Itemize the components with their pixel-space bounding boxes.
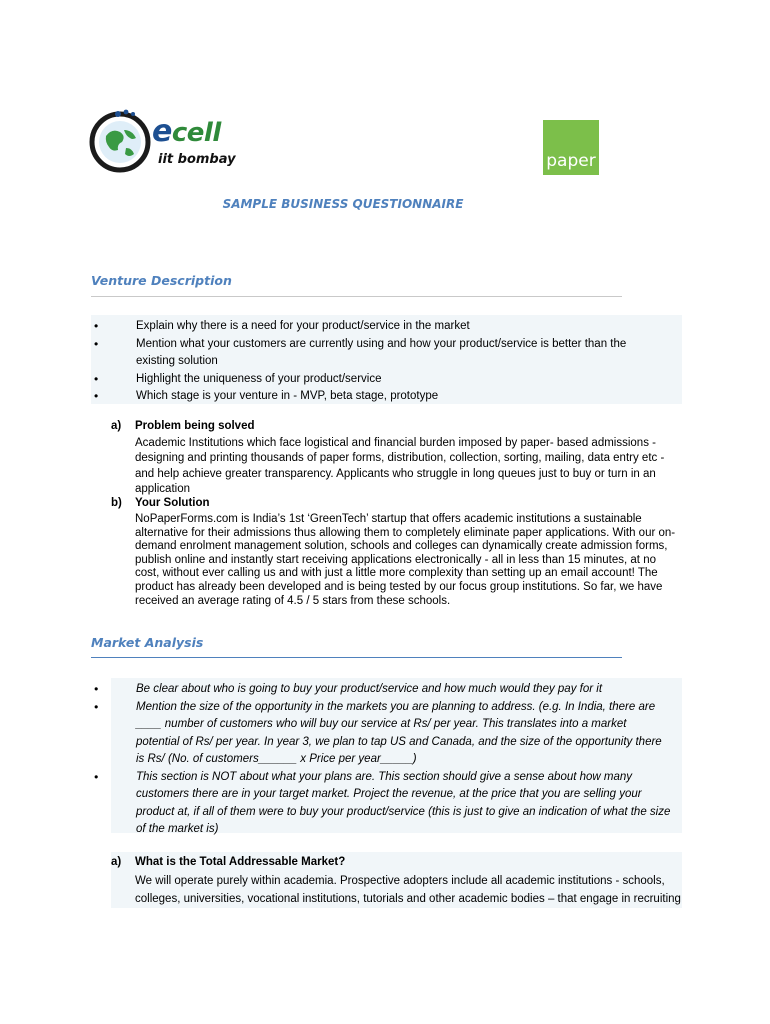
item-title: Problem being solved [135,420,255,432]
item-title: What is the Total Addressable Market? [135,856,346,868]
market-bullets-box [111,678,682,833]
section-divider [91,296,622,297]
section-heading-market: Market Analysis [91,635,204,650]
section-heading-venture: Venture Description [91,273,232,288]
section-divider [91,657,622,658]
item-label: a) [111,856,122,868]
list-item: • This section is NOT about what your plans are. This section should give a sense about how many customers there are in your target market. Project the revenue, at the price that you are selling your product at, if all of them were to buy your product/service (this is just to give an indication of what the size of the market is) [91,769,673,839]
list-item: • Which stage is your venture in - MVP, beta stage, prototype [91,388,666,406]
ecell-logo-text: cell [171,118,221,148]
paper-logo-text: paper [546,151,596,171]
list-item: • Highlight the uniqueness of your product/service [91,371,666,389]
ecell-subtitle: iit bombay [158,152,236,167]
paper-logo [543,120,599,175]
venture-bullet-list [91,318,666,406]
market-bullet-list [91,681,673,839]
item-text: Academic Institutions which face logistical and financial burden imposed by paper- based admissions - designing and printing thousands of paper forms, distribution, collection, sorting, mailing, data entry etc - and help achieve greater transparency. Applicants who struggle in long queues just to buy or turn in an application [135,437,665,495]
list-item: • Mention what your customers are currently using and how your product/service is better than the existing solution [91,336,666,371]
globe-icon [88,108,158,174]
page-title: SAMPLE BUSINESS QUESTIONNAIRE [222,197,464,211]
item-label: a) [111,420,122,432]
venture-bullets-box [91,315,682,404]
list-item: • Mention the size of the opportunity in the markets you are planning to address. (e.g. In India, there are ____ number of customers who will buy our service at Rs/ per year. This translates into a market potential of Rs/ per year. In year 3, we plan to tap US and Canada, and the size of the opportunity there is Rs/ (No. of customers______ x Price per year_____) [91,699,673,769]
item-text: NoPaperForms.com is India’s 1st ‘GreenTech’ startup that offers academic institutions a sustainable alternative for their admissions thus allowing them to completely eliminate paper applications. With our on-demand enrolment management solution, schools and colleges can dynamically create admission forms, publish online and instantly start receiving applications electronically - all in less than 15 minutes, at no cost, without ever calling us and with just a little more complexity than setting up an email account! The product has already been developed and is being tested by our focus group institutions. So far, we have received an average rating of 4.5 / 5 stars from these schools. [135,513,676,607]
item-title: Your Solution [135,497,210,509]
item-text: We will operate purely within academia. Prospective adopters include all academic institutions - schools, colleges, universities, vocational institutions, tutorials and other academic bodies – that engage in recruiting [135,875,681,905]
item-label: b) [111,497,122,509]
ecell-logo: ecell iit bombay [88,108,238,174]
list-item: • Be clear about who is going to buy your product/service and how much would they pay for it [91,681,673,699]
list-item: • Explain why there is a need for your product/service in the market [91,318,666,336]
